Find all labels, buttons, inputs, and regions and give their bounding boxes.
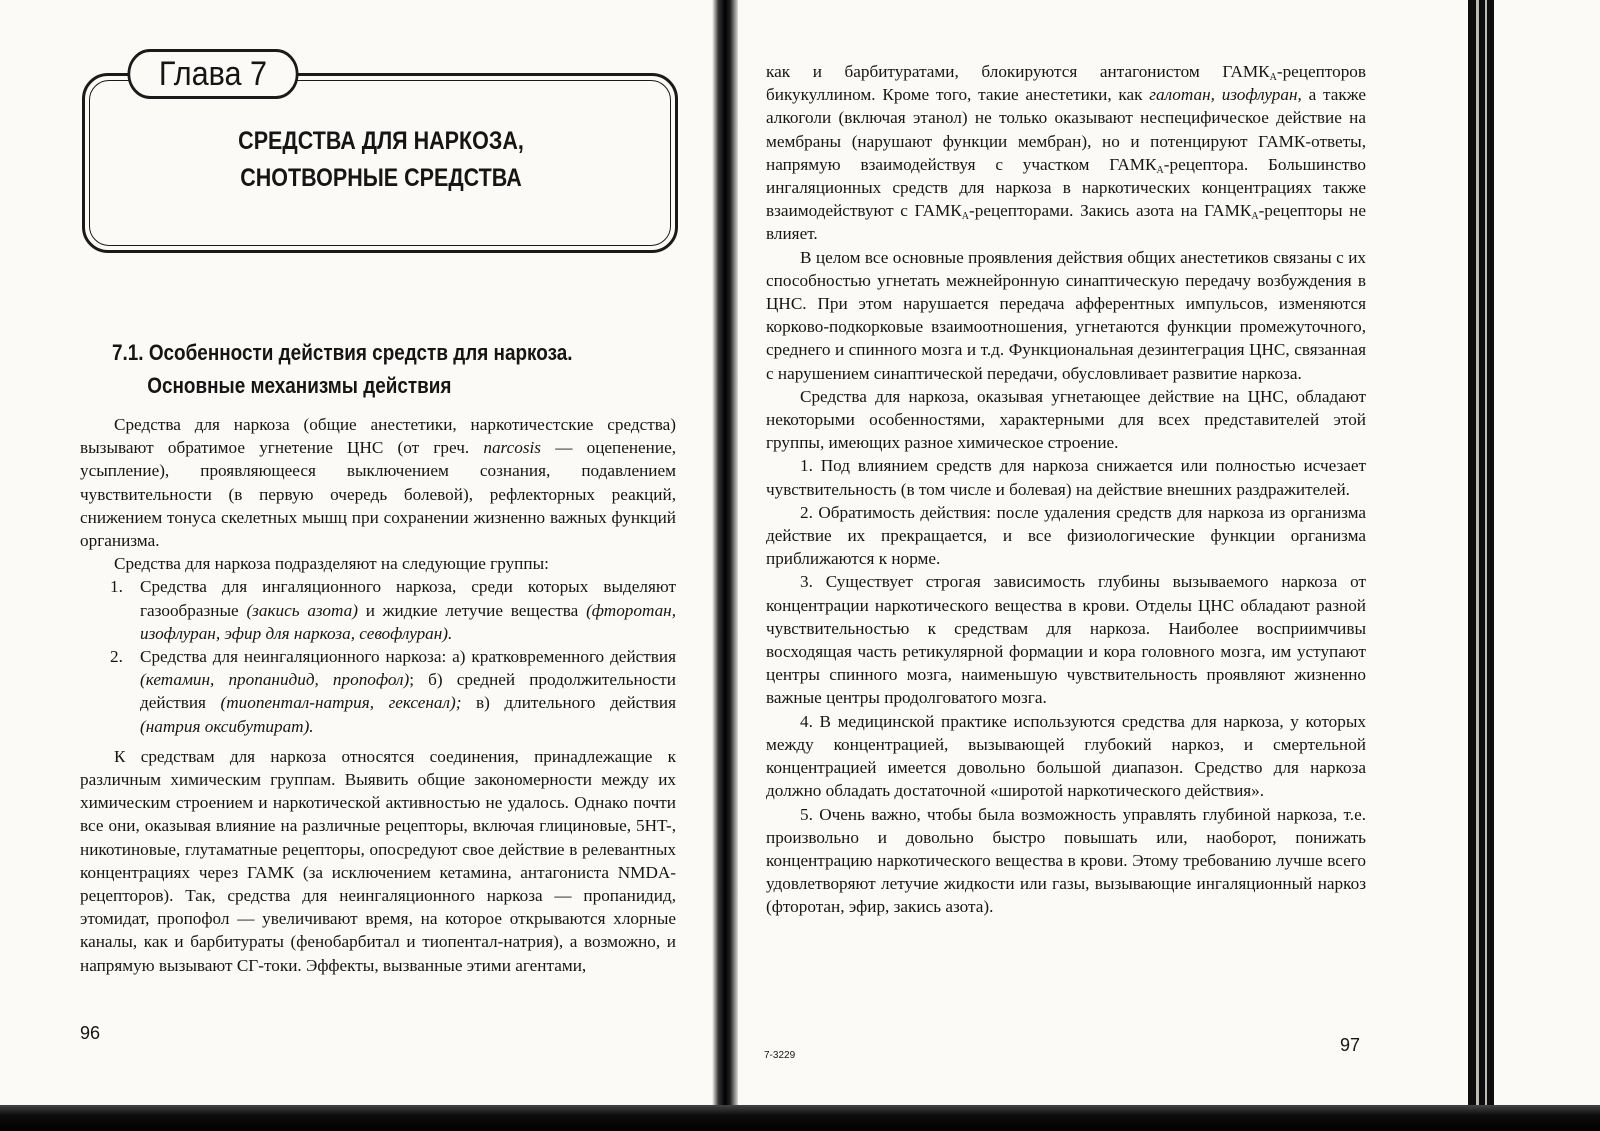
paragraph: 1. Под влиянием средств для наркоза снижается или полностью исчезает чувствительность (в том числе и болевая) на действие внешних раздражителей.	[766, 456, 1366, 499]
page-number-left: 96	[80, 1023, 101, 1043]
paragraph: 2. Обратимость действия: после удаления средств для наркоза из организма действие их прекращается, и все физиологические функции организма приближаются к норме.	[766, 502, 1366, 569]
section-title	[112, 336, 619, 402]
chapter-label: Глава 7	[128, 49, 299, 99]
paragraph: 4. В медицинской практике используются средства для наркоза, у которых между концентрацией, вызывающей глубокий наркоз, и смертельной концентрацией имеется довольно большой диапазон. Средство для наркоза должно обладать достаточной «широтой наркотического действия».	[766, 711, 1366, 801]
section-title-line-1: 7.1. Особенности действия средств для наркоза.	[112, 340, 573, 365]
fore-edge	[1468, 0, 1600, 1131]
paragraph: Средства для наркоза (общие анестетики, наркотичестские средства) вызывают обратимое угнетение ЦНС (от греч. narcosis — оцепенение, усыпление), проявляющееся выключением сознания, подавлением чувствительности (в первую очередь болевой), рефлекторных реакций, снижением тонуса скелетных мышц при сохранении жизненно важных функций организма.	[80, 415, 676, 551]
bottom-edge	[0, 1105, 1600, 1131]
section-title-line-2: Основные механизмы действия	[147, 373, 452, 398]
paragraph: 3. Существует строгая зависимость глубины вызываемого наркоза от концентрации наркотического вещества в крови. Отделы ЦНС обладают разной чувствительностью к средствам для наркоза. Наиболее восприимчивы восходящая часть ретикулярной формации и кора головного мозга, им уступают центры спинного мозга, наименьшую чувствительность проявляют жизненно важные центры продолговатого мозга.	[766, 572, 1366, 708]
page-number-right: 97	[1340, 1035, 1361, 1055]
chapter-title-line-1: СРЕДСТВА ДЛЯ НАРКОЗА,	[238, 127, 524, 155]
chapter-title	[132, 123, 629, 197]
paragraph: как и барбитуратами, блокируются антагонистом $ГАМК_A$-рецепторов бикукуллином. Кроме того, такие анестетики, как галотан, изофлуран, а также алкоголи (включая этанол) не только оказывают неспецифическое действие на мембраны (нарушают функции мембран), но и потенцируют ГАМК-ответы, напрямую взаимодействуя с участком $ГАМК_A$-рецептора. Большинство ингаляционных средств для наркоза в наркотических концентрациях также взаимодействуют с $ГАМК_A$-рецепторами. Закись азота на $ГАМК_A$-рецепторы не влияет.	[766, 62, 1367, 244]
paragraph: Средства для наркоза подразделяют на следующие группы:	[114, 554, 549, 574]
list-item: 1. Средства для ингаляционного наркоза, среди которых выделяют газообразные (закись азота) и жидкие летучие вещества (фторотан, изофлуран, эфир для наркоза, севофлуран).	[110, 577, 677, 643]
paragraph: Средства для наркоза, оказывая угнетающее действие на ЦНС, обладают некоторыми особенностями, характерными для всех представителей этой группы, имеющих разное химическое строение.	[766, 386, 1366, 453]
book-gutter	[712, 0, 738, 1112]
list-item: 2. Средства для неингаляционного наркоза: а) кратковременного действия (кетамин, пропанидид, пропофол); б) средней продолжительности действия (тиопентал-натрия, гексенал); в) длительного действия (натрия оксибутират).	[110, 647, 676, 736]
paragraph: В целом все основные проявления действия общих анестетиков связаны с их способностью угнетать межнейронную синаптическую передачу возбуждения в ЦНС. При этом нарушается передача афферентных импульсов, изменяются корково-подкорковые взаимоотношения, угнетаются функции промежуточного, среднего и спинного мозга и т.д. Функциональная дезинтеграция ЦНС, связанная с нарушением синаптической передачи, обусловливает развитие наркоза.	[766, 247, 1366, 383]
paragraph: 5. Очень важно, чтобы была возможность управлять глубиной наркоза, т.е. произвольно и довольно быстро повышать или, наоборот, понижать концентрацию наркотического вещества в крови. Этому требованию лучше всего удовлетворяют летучие жидкости или газы, вызывающие ингаляционный наркоз (фторотан, эфир, закись азота).	[766, 804, 1366, 917]
signature-mark: 7-3229	[764, 1050, 796, 1061]
right-body-text	[766, 60, 1366, 919]
left-body-text	[80, 413, 676, 977]
chapter-title-line-2: СНОТВОРНЫЕ СРЕДСТВА	[240, 164, 522, 192]
paragraph: К средствам для наркоза относятся соединения, принадлежащие к различным химическим группам. Выявить общие закономерности между их химическим строением и наркотической активностью не удалось. Однако почти все они, оказывая влияние на различные рецепторы, включая глициновые, 5HT-, никотиновые, глутаматные рецепторы, опосредуют свое действие в релевантных концентрациях через ГАМК (за исключением кетамина, антагониста NMDA-рецепторов). Так, средства для неингаляционного наркоза — пропанидид, этомидат, пропофол — увеличивают время, на которое открываются хлорные каналы, как и барбитураты (фенобарбитал и тиопентал-натрия), а возможно, и напрямую вызывают СГ-токи. Эффекты, вызванные этими агентами,	[80, 746, 676, 975]
